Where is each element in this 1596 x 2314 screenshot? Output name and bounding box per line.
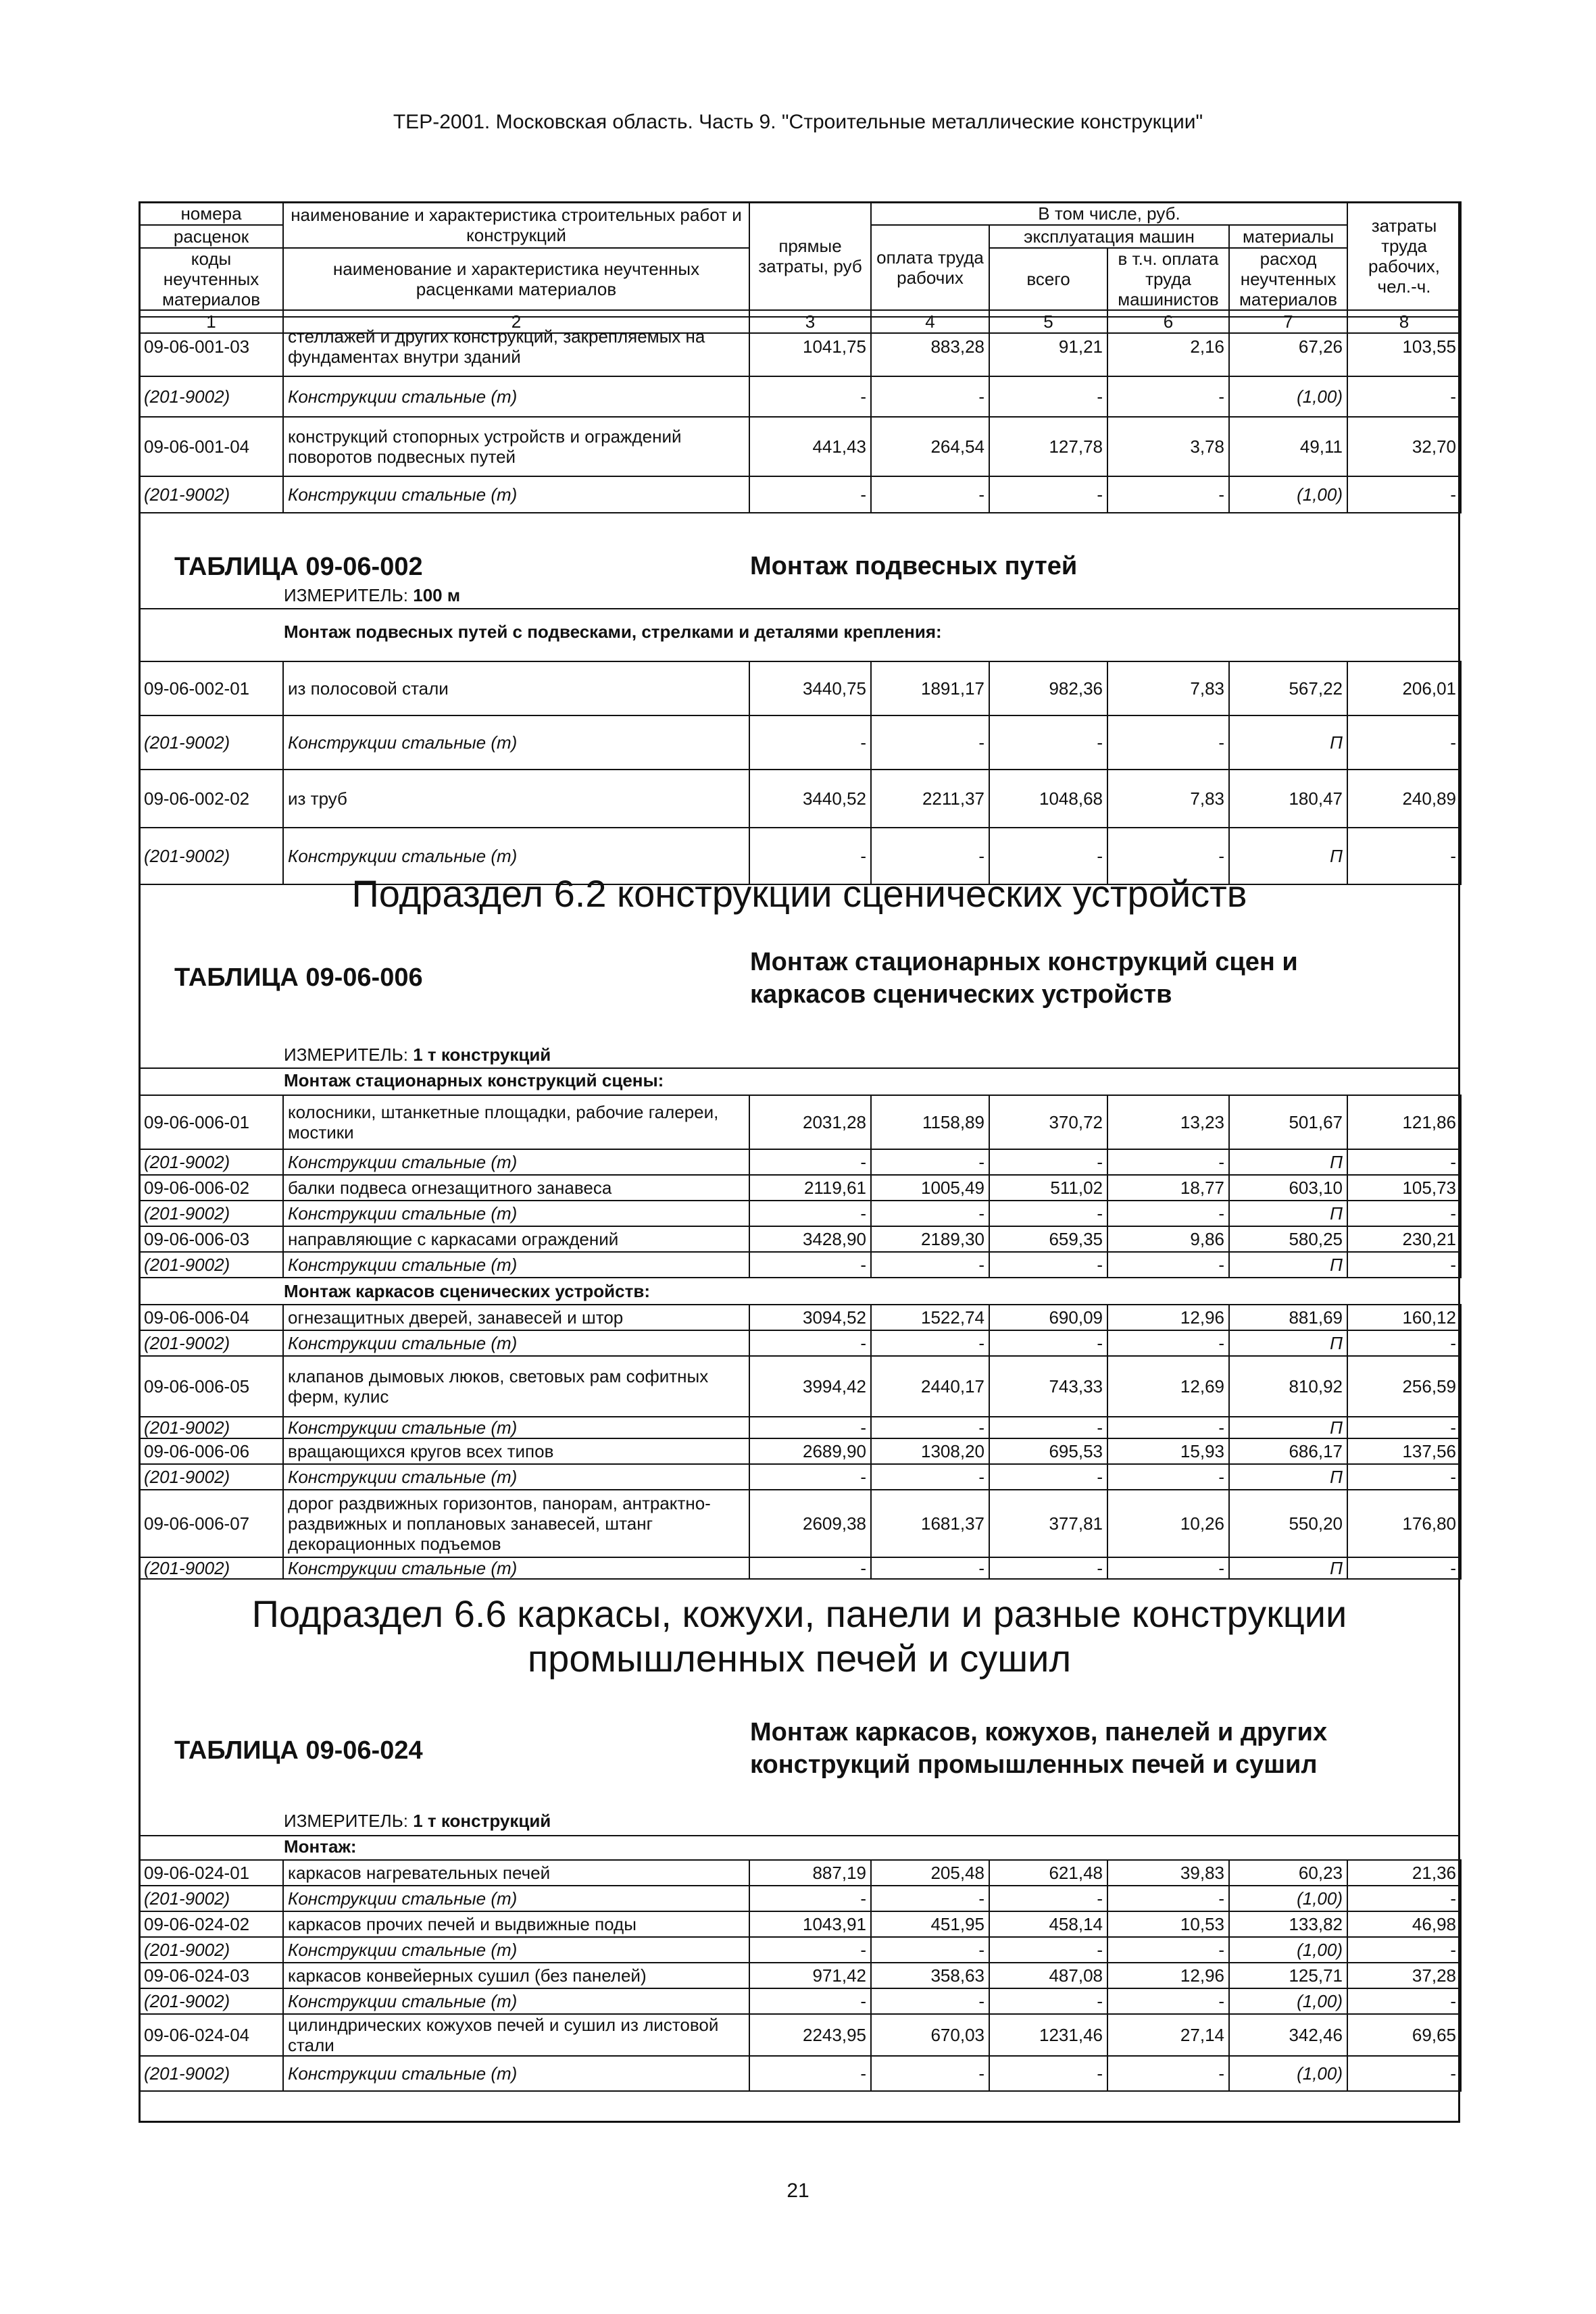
wages-cell: -: [871, 1886, 989, 1911]
material-name: Конструкции стальные (т): [283, 1149, 749, 1175]
table-description-002: Монтаж подвесных путей: [750, 552, 1078, 580]
machine-cost-cell: 659,35: [989, 1226, 1107, 1252]
machine-cost-cell: 1231,46: [989, 2014, 1107, 2056]
work-name: каркасов нагревательных печей: [283, 1860, 749, 1886]
direct-cost-cell: 2689,90: [749, 1438, 871, 1464]
machine-cost-cell: -: [989, 1988, 1107, 2014]
col-operators-header: в т.ч. оплата труда машинистов: [1107, 248, 1229, 310]
direct-cost-cell: -: [749, 1557, 871, 1579]
rate-code: 09-06-002-01: [139, 661, 283, 715]
col-num-7: 7: [1229, 310, 1347, 333]
direct-cost-cell: -: [749, 376, 871, 417]
work-name: огнезащитных дверей, занавесей и штор: [283, 1305, 749, 1330]
operator-wages-cell: -: [1107, 476, 1229, 513]
machine-cost-cell: 370,72: [989, 1095, 1107, 1149]
materials-cost-cell: П: [1229, 1557, 1347, 1579]
operator-wages-cell: -: [1107, 1886, 1229, 1911]
work-name: цилиндрических кожухов печей и сушил из листовой стали: [283, 2014, 749, 2056]
machine-cost-cell: -: [989, 376, 1107, 417]
labor-hours-cell: 21,36: [1347, 1860, 1461, 1886]
wages-cell: 1005,49: [871, 1175, 989, 1201]
direct-cost-cell: 1041,75: [749, 317, 871, 376]
operator-wages-cell: 18,77: [1107, 1175, 1229, 1201]
materials-cost-cell: 810,92: [1229, 1356, 1347, 1417]
machine-cost-cell: 1048,68: [989, 770, 1107, 828]
wages-cell: -: [871, 376, 989, 417]
operator-wages-cell: 2,16: [1107, 317, 1229, 376]
col-num-8: 8: [1347, 310, 1461, 333]
wages-cell: -: [871, 1149, 989, 1175]
col-name-header: наименование и характеристика строительных работ и конструкций: [283, 202, 749, 248]
labor-hours-cell: 32,70: [1347, 417, 1461, 476]
wages-cell: 2440,17: [871, 1356, 989, 1417]
subsection-title-line-1: Подраздел 6.6 каркасы, кожухи, панели и разные конструкции: [251, 1592, 1347, 1635]
material-name: Конструкции стальные (т): [283, 828, 749, 884]
direct-cost-cell: -: [749, 1464, 871, 1490]
material-code: (201-9002): [139, 1252, 283, 1278]
wages-cell: -: [871, 1988, 989, 2014]
materials-cost-cell: (1,00): [1229, 1937, 1347, 1963]
direct-cost-cell: -: [749, 828, 871, 884]
labor-hours-cell: -: [1347, 2056, 1461, 2091]
material-code: (201-9002): [139, 828, 283, 884]
wages-cell: 1158,89: [871, 1095, 989, 1149]
col-material-name-header: наименование и характеристика неучтенных расценками материалов: [283, 248, 749, 310]
operator-wages-cell: -: [1107, 1557, 1229, 1579]
rate-code: 09-06-006-04: [139, 1305, 283, 1330]
materials-cost-cell: П: [1229, 828, 1347, 884]
rate-code: 09-06-006-05: [139, 1356, 283, 1417]
table-title-002: ТАБЛИЦА 09-06-002: [174, 553, 423, 581]
operator-wages-cell: -: [1107, 1464, 1229, 1490]
wages-cell: -: [871, 1557, 989, 1579]
rate-code: 09-06-006-01: [139, 1095, 283, 1149]
operator-wages-cell: -: [1107, 376, 1229, 417]
materials-cost-cell: (1,00): [1229, 1886, 1347, 1911]
operator-wages-cell: 10,26: [1107, 1490, 1229, 1557]
table-description-line-2: конструкций промышленных печей и сушил: [750, 1751, 1318, 1779]
operator-wages-cell: -: [1107, 828, 1229, 884]
table-title-006: ТАБЛИЦА 09-06-006: [174, 963, 423, 992]
materials-cost-cell: 603,10: [1229, 1175, 1347, 1201]
wages-cell: -: [871, 828, 989, 884]
direct-cost-cell: 441,43: [749, 417, 871, 476]
labor-hours-cell: -: [1347, 1201, 1461, 1226]
measure-label: ИЗМЕРИТЕЛЬ:: [284, 1045, 408, 1065]
machine-cost-cell: 690,09: [989, 1305, 1107, 1330]
direct-cost-cell: -: [749, 1937, 871, 1963]
wages-cell: -: [871, 715, 989, 770]
direct-cost-cell: -: [749, 2056, 871, 2091]
rate-code: 09-06-024-04: [139, 2014, 283, 2056]
direct-cost-cell: 887,19: [749, 1860, 871, 1886]
machine-cost-cell: -: [989, 715, 1107, 770]
materials-cost-cell: 550,20: [1229, 1490, 1347, 1557]
direct-cost-cell: -: [749, 1886, 871, 1911]
labor-hours-cell: 137,56: [1347, 1438, 1461, 1464]
wages-cell: -: [871, 1252, 989, 1278]
page-number: 21: [787, 2180, 809, 2202]
direct-cost-cell: 3440,75: [749, 661, 871, 715]
col-num-6: 6: [1107, 310, 1229, 333]
work-name: конструкций стопорных устройств и ограждений поворотов подвесных путей: [283, 417, 749, 476]
labor-hours-cell: 103,55: [1347, 317, 1461, 376]
materials-cost-cell: 125,71: [1229, 1963, 1347, 1988]
materials-cost-cell: (1,00): [1229, 376, 1347, 417]
operator-wages-cell: -: [1107, 1937, 1229, 1963]
col-num-4: 4: [871, 310, 989, 333]
wages-cell: 670,03: [871, 2014, 989, 2056]
materials-cost-cell: 49,11: [1229, 417, 1347, 476]
work-name: дорог раздвижных горизонтов, панорам, антрактно-раздвижных и поплановых занавесей, штанг декорационных подъемов: [283, 1490, 749, 1557]
operator-wages-cell: -: [1107, 1330, 1229, 1356]
rate-code: 09-06-006-06: [139, 1438, 283, 1464]
direct-cost-cell: 2031,28: [749, 1095, 871, 1149]
material-name: Конструкции стальные (т): [283, 1201, 749, 1226]
machine-cost-cell: -: [989, 1464, 1107, 1490]
material-code: (201-9002): [139, 1886, 283, 1911]
direct-cost-cell: -: [749, 1417, 871, 1438]
materials-cost-cell: 580,25: [1229, 1226, 1347, 1252]
machine-cost-cell: -: [989, 1252, 1107, 1278]
labor-hours-cell: 69,65: [1347, 2014, 1461, 2056]
direct-cost-cell: -: [749, 1988, 871, 2014]
materials-cost-cell: 342,46: [1229, 2014, 1347, 2056]
machine-cost-cell: 511,02: [989, 1175, 1107, 1201]
direct-cost-cell: -: [749, 1330, 871, 1356]
labor-hours-cell: -: [1347, 1886, 1461, 1911]
materials-cost-cell: (1,00): [1229, 2056, 1347, 2091]
labor-hours-cell: 160,12: [1347, 1305, 1461, 1330]
labor-hours-cell: -: [1347, 376, 1461, 417]
materials-cost-cell: (1,00): [1229, 1988, 1347, 2014]
table-description-line-2: каркасов сценических устройств: [750, 980, 1172, 1009]
direct-cost-cell: 3440,52: [749, 770, 871, 828]
direct-cost-cell: 3428,90: [749, 1226, 871, 1252]
material-name: Конструкции стальные (т): [283, 1937, 749, 1963]
material-code: (201-9002): [139, 1201, 283, 1226]
col-code-header: номера: [139, 202, 283, 225]
operator-wages-cell: -: [1107, 1149, 1229, 1175]
materials-cost-cell: (1,00): [1229, 476, 1347, 513]
wages-cell: 2211,37: [871, 770, 989, 828]
col-code-header-2: расценок: [139, 225, 283, 248]
rate-code: 09-06-024-03: [139, 1963, 283, 1988]
wages-cell: -: [871, 1464, 989, 1490]
wages-cell: 451,95: [871, 1911, 989, 1937]
group-heading-024: Монтаж:: [284, 1836, 357, 1857]
operator-wages-cell: 39,83: [1107, 1860, 1229, 1886]
material-code: (201-9002): [139, 1149, 283, 1175]
measure-value: 100 м: [413, 585, 461, 605]
machine-cost-cell: 695,53: [989, 1438, 1107, 1464]
machine-cost-cell: 621,48: [989, 1860, 1107, 1886]
operator-wages-cell: -: [1107, 1201, 1229, 1226]
group-heading-002: Монтаж подвесных путей с подвесками, стрелками и деталями крепления:: [284, 622, 942, 642]
machine-cost-cell: 743,33: [989, 1356, 1107, 1417]
machine-cost-cell: 487,08: [989, 1963, 1107, 1988]
labor-hours-cell: 206,01: [1347, 661, 1461, 715]
col-machines-header: эксплуатация машин: [989, 225, 1229, 248]
machine-cost-cell: -: [989, 1886, 1107, 1911]
col-direct-header: прямые затраты, руб: [749, 202, 871, 310]
labor-hours-cell: -: [1347, 1464, 1461, 1490]
wages-cell: 1891,17: [871, 661, 989, 715]
rate-code: 09-06-024-01: [139, 1860, 283, 1886]
work-name: балки подвеса огнезащитного занавеса: [283, 1175, 749, 1201]
materials-cost-cell: 60,23: [1229, 1860, 1347, 1886]
direct-cost-cell: 2243,95: [749, 2014, 871, 2056]
materials-cost-cell: П: [1229, 1330, 1347, 1356]
col-num-5: 5: [989, 310, 1107, 333]
operator-wages-cell: 9,86: [1107, 1226, 1229, 1252]
material-code: (201-9002): [139, 1417, 283, 1438]
wages-cell: -: [871, 1937, 989, 1963]
machine-cost-cell: -: [989, 1417, 1107, 1438]
material-code: (201-9002): [139, 1988, 283, 2014]
direct-cost-cell: -: [749, 715, 871, 770]
materials-cost-cell: П: [1229, 1464, 1347, 1490]
rate-code: 09-06-006-02: [139, 1175, 283, 1201]
materials-cost-cell: П: [1229, 1252, 1347, 1278]
work-name: из полосовой стали: [283, 661, 749, 715]
material-name: Конструкции стальные (т): [283, 715, 749, 770]
material-name: Конструкции стальные (т): [283, 476, 749, 513]
material-code: (201-9002): [139, 376, 283, 417]
direct-cost-cell: 971,42: [749, 1963, 871, 1988]
material-code: (201-9002): [139, 2056, 283, 2091]
machine-cost-cell: 127,78: [989, 417, 1107, 476]
wages-cell: 1308,20: [871, 1438, 989, 1464]
col-material-codes-header: коды неучтенных материалов: [139, 248, 283, 310]
col-num-2: 2: [283, 310, 749, 333]
rate-code: 09-06-006-03: [139, 1226, 283, 1252]
material-name: Конструкции стальные (т): [283, 1988, 749, 2014]
direct-cost-cell: 3994,42: [749, 1356, 871, 1417]
operator-wages-cell: -: [1107, 715, 1229, 770]
material-name: Конструкции стальные (т): [283, 1252, 749, 1278]
work-name: стеллажей и других конструкций, закрепляемых на фундаментах внутри зданий: [283, 317, 749, 376]
material-name: Конструкции стальные (т): [283, 1557, 749, 1579]
machine-cost-cell: 91,21: [989, 317, 1107, 376]
group-heading-006-b: Монтаж каркасов сценических устройств:: [284, 1281, 651, 1301]
operator-wages-cell: -: [1107, 2056, 1229, 2091]
materials-cost-cell: П: [1229, 715, 1347, 770]
materials-cost-cell: П: [1229, 1149, 1347, 1175]
table-description-line-1: Монтаж каркасов, кожухов, панелей и других: [750, 1718, 1328, 1746]
material-name: Конструкции стальные (т): [283, 1417, 749, 1438]
operator-wages-cell: 12,96: [1107, 1305, 1229, 1330]
operator-wages-cell: -: [1107, 1988, 1229, 2014]
direct-cost-cell: -: [749, 1201, 871, 1226]
rate-code: 09-06-002-02: [139, 770, 283, 828]
direct-cost-cell: 1043,91: [749, 1911, 871, 1937]
page-frame: [139, 201, 1460, 2123]
materials-cost-cell: 67,26: [1229, 317, 1347, 376]
wages-cell: 883,28: [871, 317, 989, 376]
materials-cost-cell: 686,17: [1229, 1438, 1347, 1464]
direct-cost-cell: -: [749, 1252, 871, 1278]
col-materials-header: материалы: [1229, 225, 1347, 248]
machine-cost-cell: 377,81: [989, 1490, 1107, 1557]
labor-hours-cell: -: [1347, 1988, 1461, 2014]
machine-cost-cell: -: [989, 2056, 1107, 2091]
col-incl-header: В том числе, руб.: [871, 202, 1347, 225]
wages-cell: -: [871, 1201, 989, 1226]
machine-cost-cell: -: [989, 476, 1107, 513]
work-name: из труб: [283, 770, 749, 828]
wages-cell: 264,54: [871, 417, 989, 476]
material-code: (201-9002): [139, 1937, 283, 1963]
operator-wages-cell: 27,14: [1107, 2014, 1229, 2056]
wages-cell: 205,48: [871, 1860, 989, 1886]
direct-cost-cell: 2119,61: [749, 1175, 871, 1201]
machine-cost-cell: 982,36: [989, 661, 1107, 715]
operator-wages-cell: 15,93: [1107, 1438, 1229, 1464]
direct-cost-cell: 2609,38: [749, 1490, 871, 1557]
materials-cost-cell: 567,22: [1229, 661, 1347, 715]
col-wages-header: оплата труда рабочих: [871, 225, 989, 310]
wages-cell: -: [871, 2056, 989, 2091]
work-name: направляющие с каркасами ограждений: [283, 1226, 749, 1252]
labor-hours-cell: -: [1347, 1557, 1461, 1579]
col-num-3: 3: [749, 310, 871, 333]
operator-wages-cell: 12,69: [1107, 1356, 1229, 1417]
col-material-use-header: расход неучтенных материалов: [1229, 248, 1347, 310]
machine-cost-cell: -: [989, 1557, 1107, 1579]
material-code: (201-9002): [139, 1330, 283, 1356]
wages-cell: -: [871, 1330, 989, 1356]
measure-label: ИЗМЕРИТЕЛЬ:: [284, 585, 408, 605]
labor-hours-cell: -: [1347, 1149, 1461, 1175]
labor-hours-cell: -: [1347, 828, 1461, 884]
machine-cost-cell: -: [989, 1201, 1107, 1226]
work-name: колосники, штанкетные площадки, рабочие галереи, мостики: [283, 1095, 749, 1149]
material-code: (201-9002): [139, 1464, 283, 1490]
labor-hours-cell: -: [1347, 715, 1461, 770]
labor-hours-cell: 240,89: [1347, 770, 1461, 828]
work-name: клапанов дымовых люков, световых рам софитных ферм, кулис: [283, 1356, 749, 1417]
machine-cost-cell: -: [989, 1937, 1107, 1963]
material-code: (201-9002): [139, 1557, 283, 1579]
operator-wages-cell: -: [1107, 1252, 1229, 1278]
machine-cost-cell: 458,14: [989, 1911, 1107, 1937]
subsection-title-6-2: Подраздел 6.2 конструкции сценических устройств: [351, 872, 1247, 915]
wages-cell: 358,63: [871, 1963, 989, 1988]
wages-cell: 2189,30: [871, 1226, 989, 1252]
rate-code: 09-06-001-03: [139, 317, 283, 376]
table-title-024: ТАБЛИЦА 09-06-024: [174, 1736, 423, 1765]
rate-code: 09-06-001-04: [139, 417, 283, 476]
wages-cell: -: [871, 1417, 989, 1438]
materials-cost-cell: 133,82: [1229, 1911, 1347, 1937]
operator-wages-cell: 7,83: [1107, 661, 1229, 715]
measure-label: ИЗМЕРИТЕЛЬ:: [284, 1811, 408, 1831]
direct-cost-cell: -: [749, 1149, 871, 1175]
labor-hours-cell: -: [1347, 1937, 1461, 1963]
operator-wages-cell: -: [1107, 1417, 1229, 1438]
materials-cost-cell: 501,67: [1229, 1095, 1347, 1149]
labor-hours-cell: 230,21: [1347, 1226, 1461, 1252]
material-name: Конструкции стальные (т): [283, 1330, 749, 1356]
wages-cell: 1522,74: [871, 1305, 989, 1330]
operator-wages-cell: 12,96: [1107, 1963, 1229, 1988]
labor-hours-cell: 121,86: [1347, 1095, 1461, 1149]
machine-cost-cell: -: [989, 1330, 1107, 1356]
wages-cell: 1681,37: [871, 1490, 989, 1557]
material-code: (201-9002): [139, 715, 283, 770]
operator-wages-cell: 7,83: [1107, 770, 1229, 828]
rate-code: 09-06-024-02: [139, 1911, 283, 1937]
measure-value: 1 т конструкций: [413, 1045, 551, 1065]
labor-hours-cell: -: [1347, 1252, 1461, 1278]
col-num-1: 1: [139, 310, 283, 333]
labor-hours-cell: -: [1347, 476, 1461, 513]
material-code: (201-9002): [139, 476, 283, 513]
operator-wages-cell: 13,23: [1107, 1095, 1229, 1149]
labor-hours-cell: 37,28: [1347, 1963, 1461, 1988]
direct-cost-cell: 3094,52: [749, 1305, 871, 1330]
subsection-title-line-2: промышленных печей и сушил: [527, 1637, 1072, 1680]
work-name: каркасов прочих печей и выдвижные поды: [283, 1911, 749, 1937]
measure-value: 1 т конструкций: [413, 1811, 551, 1831]
machine-cost-cell: -: [989, 828, 1107, 884]
operator-wages-cell: 10,53: [1107, 1911, 1229, 1937]
machine-cost-cell: -: [989, 1149, 1107, 1175]
labor-hours-cell: -: [1347, 1417, 1461, 1438]
materials-cost-cell: 180,47: [1229, 770, 1347, 828]
work-name: вращающихся кругов всех типов: [283, 1438, 749, 1464]
group-heading-006-a: Монтаж стационарных конструкций сцены:: [284, 1070, 664, 1090]
materials-cost-cell: П: [1229, 1201, 1347, 1226]
wages-cell: -: [871, 476, 989, 513]
rate-code: 09-06-006-07: [139, 1490, 283, 1557]
materials-cost-cell: 881,69: [1229, 1305, 1347, 1330]
table-description-line-1: Монтаж стационарных конструкций сцен и: [750, 948, 1298, 976]
work-name: каркасов конвейерных сушил (без панелей): [283, 1963, 749, 1988]
material-name: Конструкции стальные (т): [283, 1886, 749, 1911]
material-name: Конструкции стальные (т): [283, 2056, 749, 2091]
col-labor-header: затраты труда рабочих, чел.-ч.: [1347, 202, 1461, 310]
labor-hours-cell: -: [1347, 1330, 1461, 1356]
material-name: Конструкции стальные (т): [283, 376, 749, 417]
direct-cost-cell: -: [749, 476, 871, 513]
materials-cost-cell: П: [1229, 1417, 1347, 1438]
labor-hours-cell: 256,59: [1347, 1356, 1461, 1417]
col-machines-total-header: всего: [989, 248, 1107, 310]
labor-hours-cell: 46,98: [1347, 1911, 1461, 1937]
page-header: ТЕР-2001. Московская область. Часть 9. "Строительные металлические конструкции": [393, 111, 1203, 133]
operator-wages-cell: 3,78: [1107, 417, 1229, 476]
labor-hours-cell: 176,80: [1347, 1490, 1461, 1557]
material-name: Конструкции стальные (т): [283, 1464, 749, 1490]
labor-hours-cell: 105,73: [1347, 1175, 1461, 1201]
